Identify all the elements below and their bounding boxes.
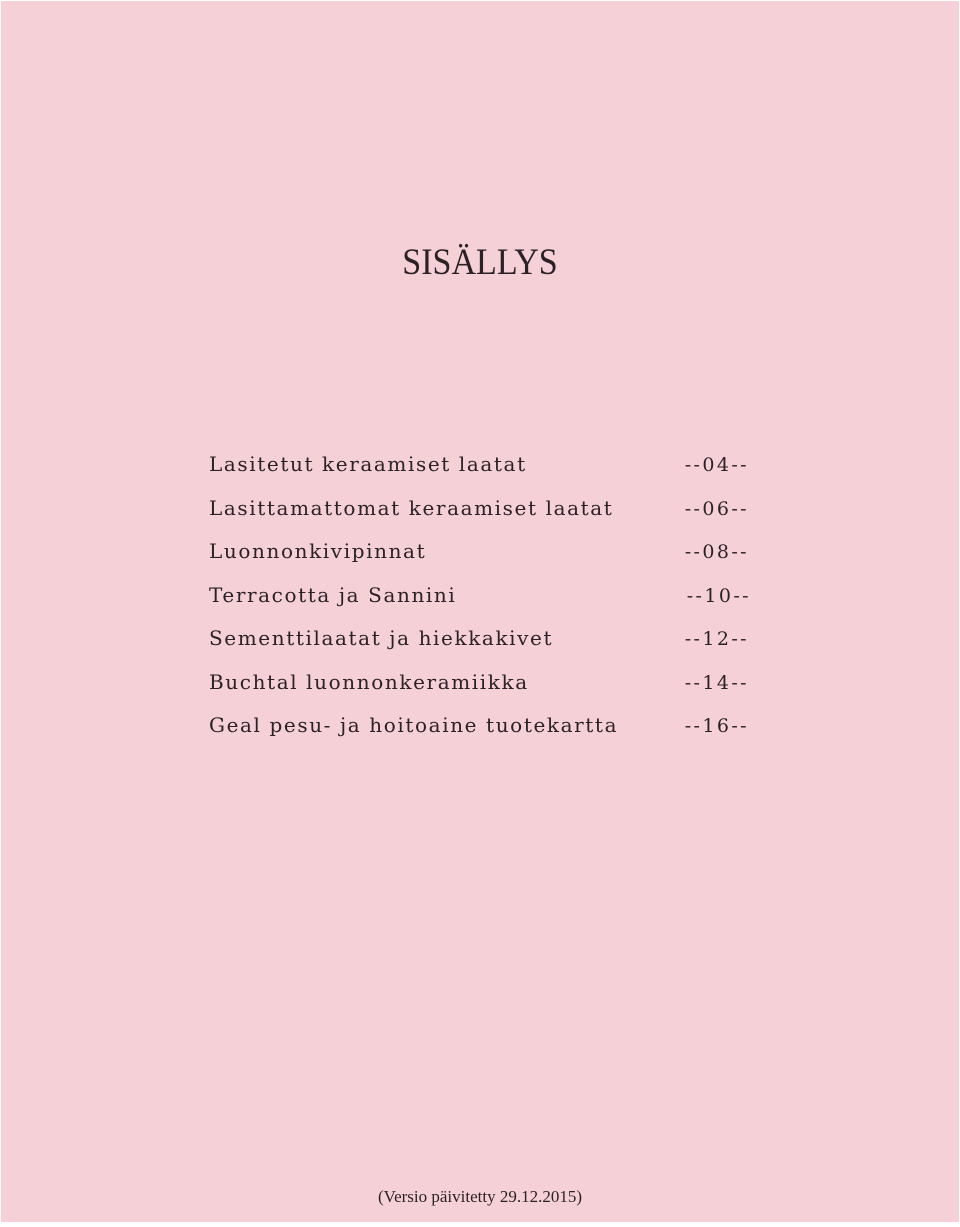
toc-entry-geal xyxy=(209,705,769,749)
toc-entry-label: Lasittamattomat keraamiset laatat xyxy=(209,495,614,520)
toc-entry-page: --06-- xyxy=(684,497,749,520)
toc-entry-label: Lasitetut keraamiset laatat xyxy=(209,452,527,476)
toc-entry-page: --10-- xyxy=(686,584,751,607)
toc-entry-label: Luonnonkivipinnat xyxy=(209,539,427,563)
toc-entry-luonnonkivipinnat xyxy=(209,531,769,575)
toc-entry-terracotta xyxy=(209,575,769,619)
toc-entry-page: --14-- xyxy=(684,671,749,694)
toc-entry-label: Sementtilaatat ja hiekkakivet xyxy=(209,626,554,650)
toc-entry-lasittamattomat xyxy=(209,488,769,532)
toc-entry-label: Geal pesu- ja hoitoaine tuotekartta xyxy=(209,713,619,737)
toc-entry-label: Buchtal luonnonkeramiikka xyxy=(209,669,529,694)
toc-entry-buchtal xyxy=(209,662,769,706)
toc-entry-label: Terracotta ja Sannini xyxy=(209,582,457,607)
document-page xyxy=(1,1,959,1222)
toc-entry-page: --04-- xyxy=(684,454,749,476)
toc-entry-page: --12-- xyxy=(684,628,749,650)
page-title: SISÄLLYS xyxy=(402,242,558,283)
toc-entry-sementtilaatat xyxy=(209,618,769,662)
toc-entry-page: --08-- xyxy=(684,541,749,563)
toc-entry-lasitetut xyxy=(209,444,769,488)
table-of-contents xyxy=(209,444,769,749)
toc-entry-page: --16-- xyxy=(684,715,749,737)
version-note: (Versio päivitetty 29.12.2015) xyxy=(378,1187,582,1206)
